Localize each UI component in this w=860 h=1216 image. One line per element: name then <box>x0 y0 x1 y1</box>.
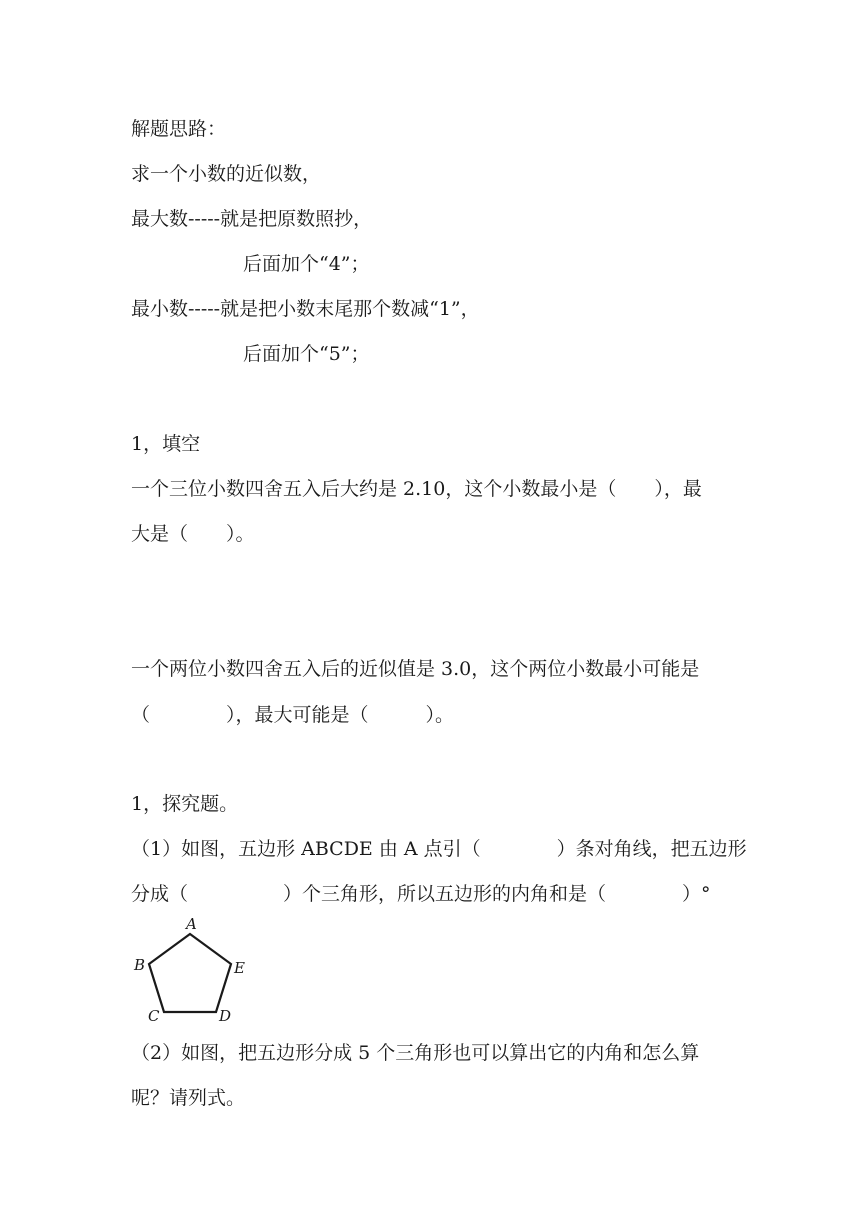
hint-line-3: 后面加个“4”； <box>243 253 370 275</box>
question-1-line-2: 大是（ ）。 <box>131 523 255 545</box>
question-3-part-2-line-1: （2）如图，把五边形分成 5 个三角形也可以算出它的内角和怎么算 <box>131 1042 700 1064</box>
pentagon-figure <box>130 916 250 1026</box>
hint-title: 解题思路： <box>131 118 227 140</box>
question-1-line-1: 一个三位小数四舍五入后大约是 2.10，这个小数最小是（ ），最 <box>131 478 702 500</box>
hint-line-4: 最小数-----就是把小数末尾那个数减“1”， <box>131 298 480 320</box>
vertex-label-d: D <box>219 1007 232 1025</box>
question-3-heading: 1，探究题。 <box>131 793 239 815</box>
question-3-part-1-line-1: （1）如图，五边形 ABCDE 由 A 点引（ ）条对角线，把五边形 <box>131 838 747 860</box>
vertex-label-a: A <box>186 916 197 933</box>
question-3-part-2-line-2: 呢？请列式。 <box>131 1087 246 1109</box>
hint-line-1: 求一个小数的近似数， <box>131 163 322 185</box>
question-2-line-2: （ ），最大可能是（ ）。 <box>131 704 455 726</box>
question-1-heading: 1，填空 <box>131 433 201 455</box>
vertex-label-e: E <box>234 959 245 977</box>
question-2-line-1: 一个两位小数四舍五入后的近似值是 3.0，这个两位小数最小可能是 <box>131 658 700 680</box>
hint-line-2: 最大数-----就是把原数照抄， <box>131 208 373 230</box>
hint-line-5: 后面加个“5”； <box>243 343 370 365</box>
vertex-label-b: B <box>134 956 146 974</box>
pentagon-diagram <box>130 916 250 1026</box>
question-3-part-1-line-2: 分成（ ）个三角形，所以五边形的内角和是（ ）° <box>131 883 711 905</box>
pentagon-shape <box>149 934 231 1012</box>
vertex-label-c: C <box>148 1007 160 1025</box>
